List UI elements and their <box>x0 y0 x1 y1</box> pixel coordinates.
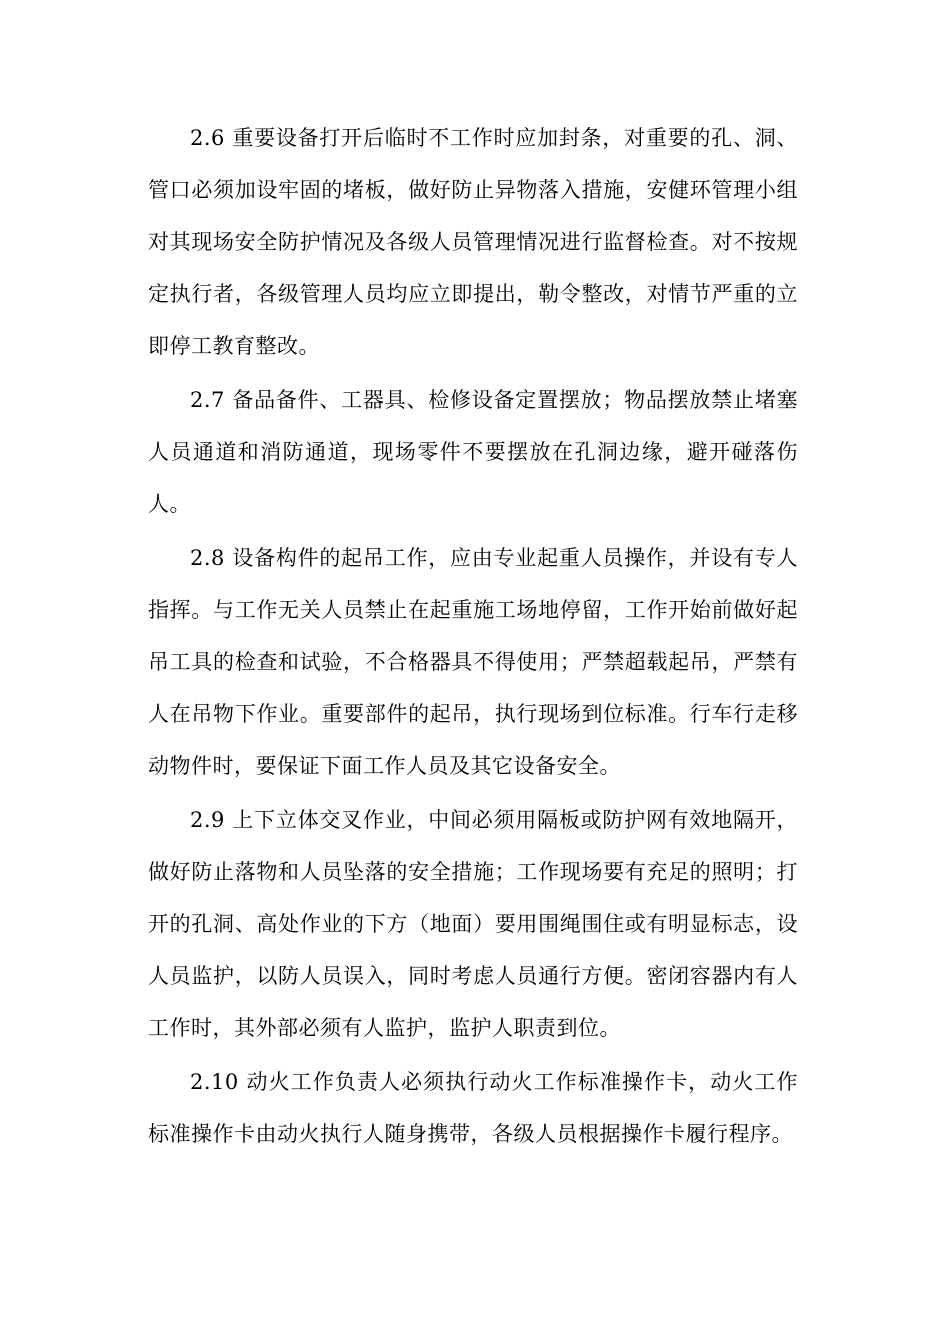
document-body <box>148 112 798 1162</box>
paragraph-2-10: 2.10 动火工作负责人必须执行动火工作标准操作卡，动火工作标准操作卡由动火执行人随身携带，各级人员根据操作卡履行程序。 <box>148 1070 798 1146</box>
paragraph-2-6: 2.6 重要设备打开后临时不工作时应加封条，对重要的孔、洞、管口必须加设牢固的堵板，做好防止异物落入措施，安健环管理小组对其现场安全防护情况及各级人员管理情况进行监督检查。对不按规定执行者，各级管理人员均应立即提出，勒令整改，对情节严重的立即停工教育整改。 <box>148 126 798 358</box>
paragraph-2-7: 2.7 备品备件、工器具、检修设备定置摆放；物品摆放禁止堵塞人员通道和消防通道，现场零件不要摆放在孔洞边缘，避开碰落伤人。 <box>148 388 798 516</box>
paragraph-2-8: 2.8 设备构件的起吊工作，应由专业起重人员操作，并设有专人指挥。与工作无关人员禁止在起重施工场地停留，工作开始前做好起吊工具的检查和试验，不合格器具不得使用；严禁超载起吊，严禁有人在吊物下作业。重要部件的起吊，执行现场到位标准。行车行走移动物件时，要保证下面工作人员及其它设备安全。 <box>148 546 798 778</box>
paragraph-2-9: 2.9 上下立体交叉作业，中间必须用隔板或防护网有效地隔开，做好防止落物和人员坠落的安全措施；工作现场要有充足的照明；打开的孔洞、高处作业的下方（地面）要用围绳围住或有明显标志，设人员监护，以防人员误入，同时考虑人员通行方便。密闭容器内有人工作时，其外部必须有人监护，监护人职责到位。 <box>148 808 798 1040</box>
